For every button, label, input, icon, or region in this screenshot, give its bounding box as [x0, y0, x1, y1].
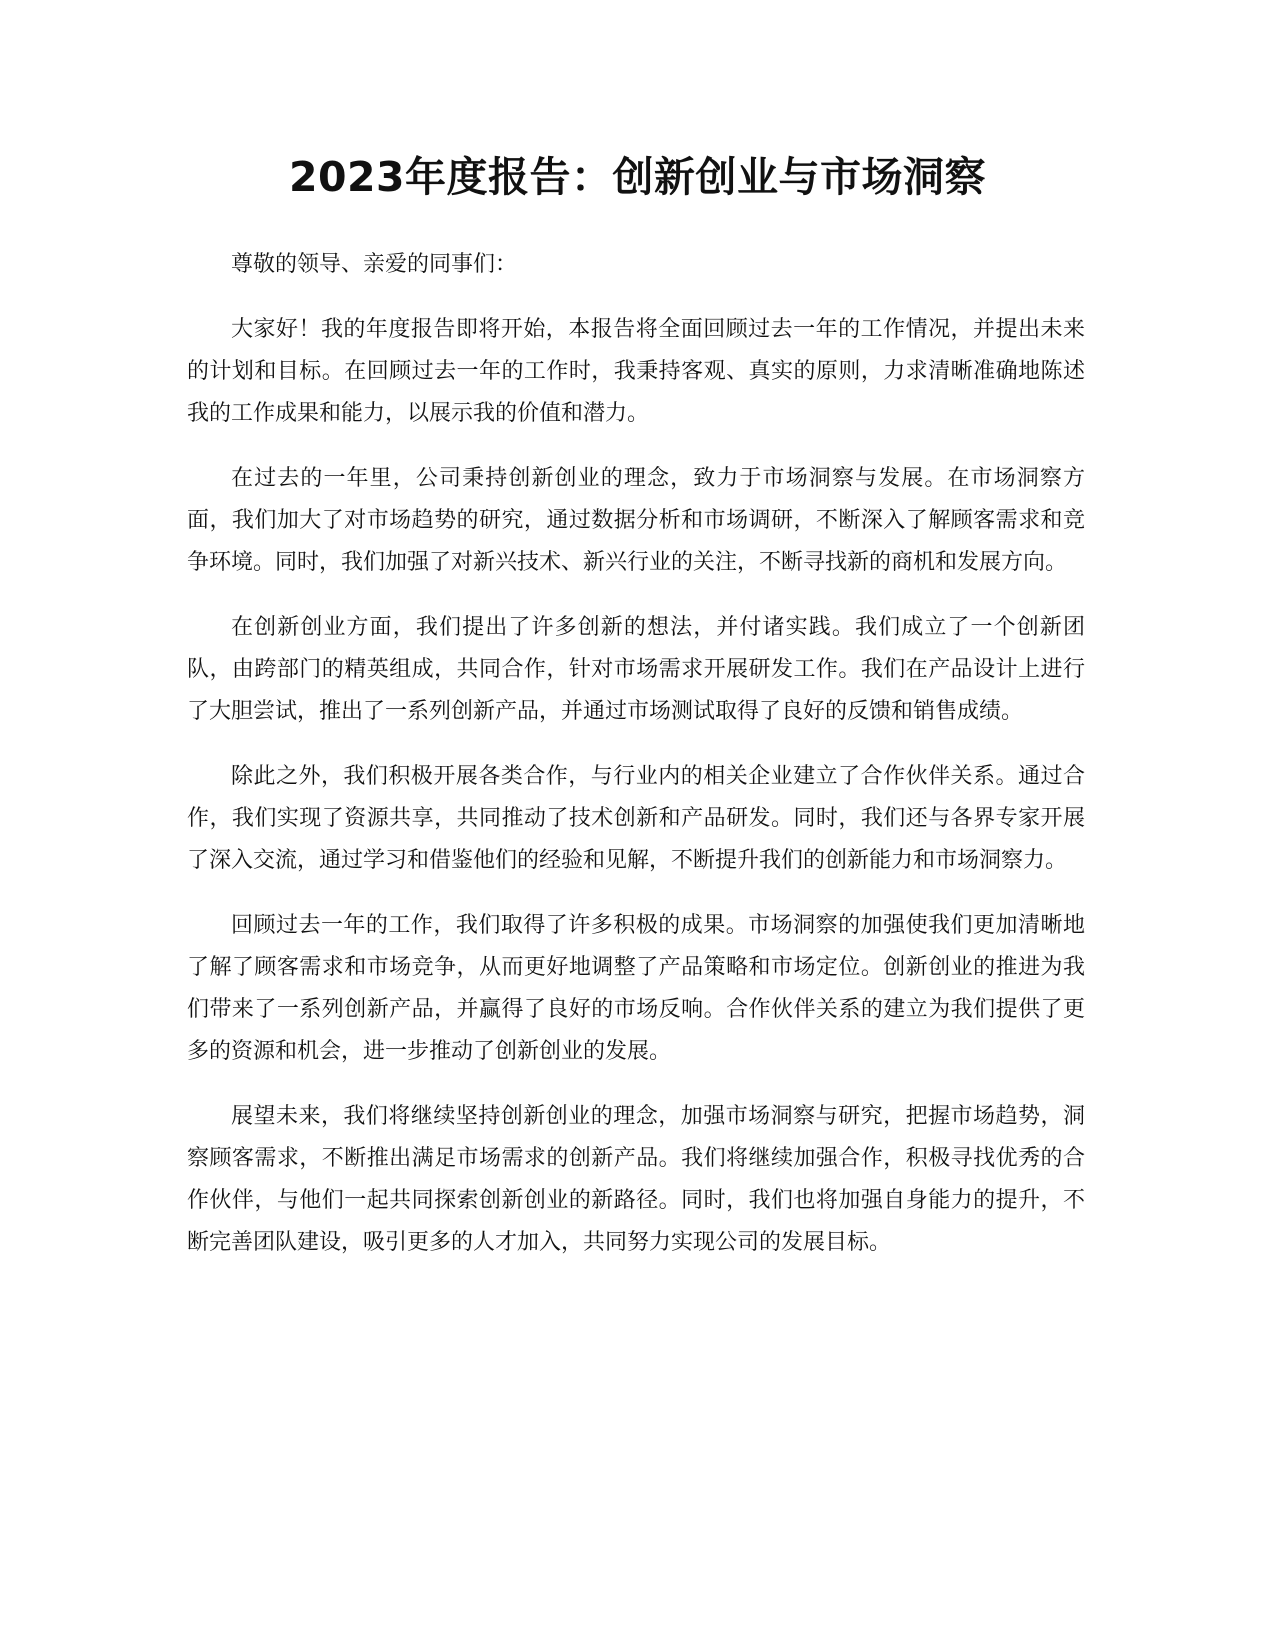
document-body	[187, 244, 1085, 1287]
paragraph-review: 回顾过去一年的工作，我们取得了许多积极的成果。市场洞察的加强使我们更加清晰地了解了顾客需求和市场竞争，从而更好地调整了产品策略和市场定位。创新创业的推进为我们带来了一系列创新产品，并赢得了良好的市场反响。合作伙伴关系的建立为我们提供了更多的资源和机会，进一步推动了创新创业的发展。	[187, 913, 1085, 1064]
paragraph-market-insight: 在过去的一年里，公司秉持创新创业的理念，致力于市场洞察与发展。在市场洞察方面，我们加大了对市场趋势的研究，通过数据分析和市场调研，不断深入了解顾客需求和竞争环境。同时，我们加强了对新兴技术、新兴行业的关注，不断寻找新的商机和发展方向。	[187, 466, 1085, 575]
paragraph-innovation: 在创新创业方面，我们提出了许多创新的想法，并付诸实践。我们成立了一个创新团队，由跨部门的精英组成，共同合作，针对市场需求开展研发工作。我们在产品设计上进行了大胆尝试，推出了一系列创新产品，并通过市场测试取得了良好的反馈和销售成绩。	[187, 615, 1085, 724]
paragraph-intro: 大家好！我的年度报告即将开始，本报告将全面回顾过去一年的工作情况，并提出未来的计划和目标。在回顾过去一年的工作时，我秉持客观、真实的原则，力求清晰准确地陈述我的工作成果和能力，以展示我的价值和潜力。	[187, 317, 1085, 426]
document-title: 2023年度报告：创新创业与市场洞察	[288, 153, 987, 201]
salutation: 尊敬的领导、亲爱的同事们：	[231, 252, 518, 277]
paragraph-outlook: 展望未来，我们将继续坚持创新创业的理念，加强市场洞察与研究，把握市场趋势，洞察顾客需求，不断推出满足市场需求的创新产品。我们将继续加强合作，积极寻找优秀的合作伙伴，与他们一起共同探索创新创业的新路径。同时，我们也将加强自身能力的提升，不断完善团队建设，吸引更多的人才加入，共同努力实现公司的发展目标。	[187, 1104, 1085, 1255]
paragraph-cooperation: 除此之外，我们积极开展各类合作，与行业内的相关企业建立了合作伙伴关系。通过合作，我们实现了资源共享，共同推动了技术创新和产品研发。同时，我们还与各界专家开展了深入交流，通过学习和借鉴他们的经验和见解，不断提升我们的创新能力和市场洞察力。	[187, 764, 1085, 873]
